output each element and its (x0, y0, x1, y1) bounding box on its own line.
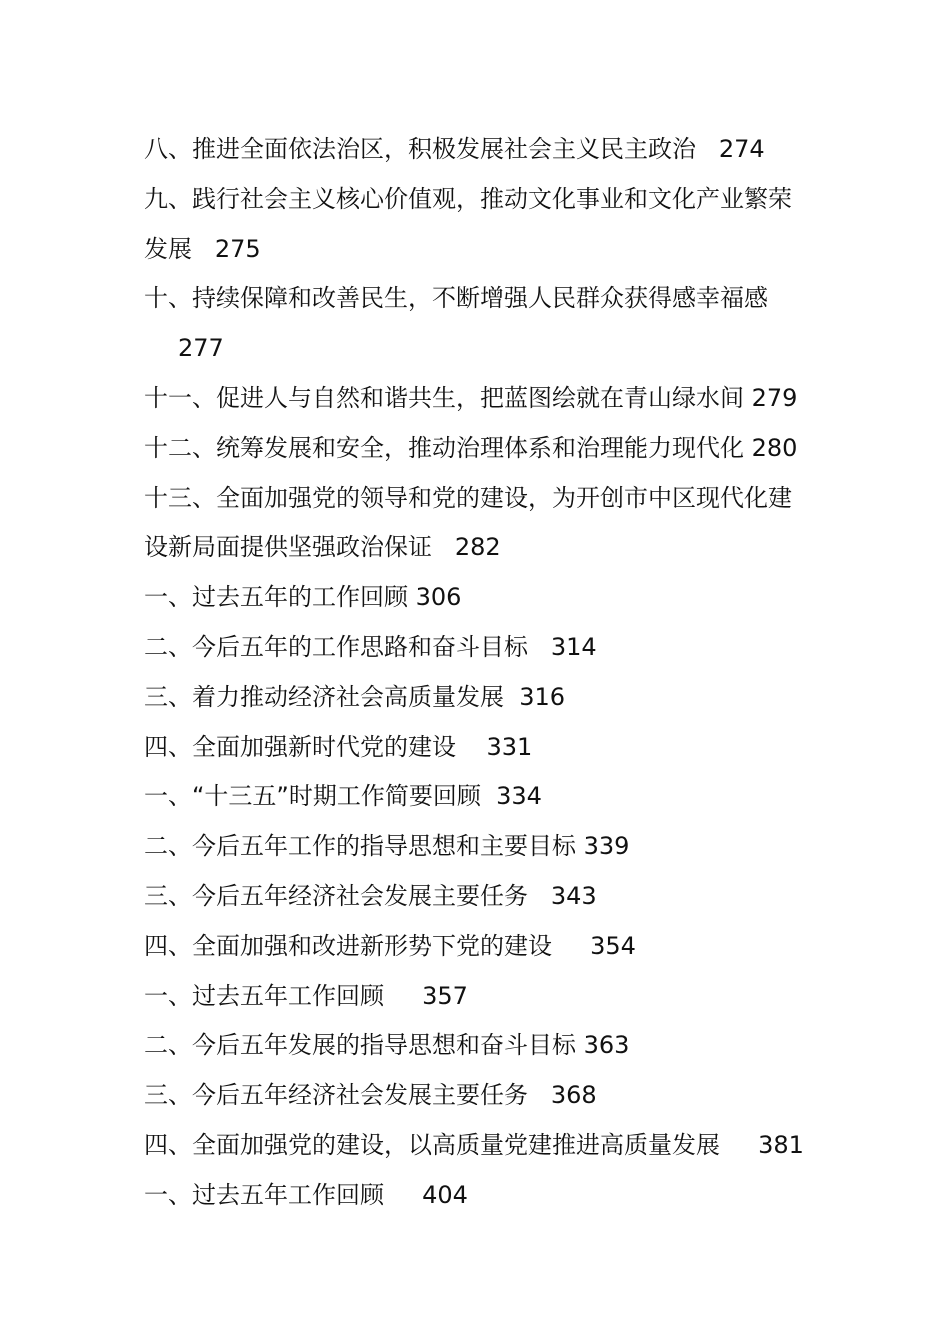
toc-line: 二、今后五年的工作思路和奋斗目标 314 (144, 632, 597, 661)
toc-line: 277 (178, 334, 224, 363)
toc-line: 二、今后五年工作的指导思想和主要目标 339 (144, 832, 630, 861)
toc-line: 发展 275 (144, 234, 261, 263)
toc-line: 三、着力推动经济社会高质量发展 316 (144, 682, 566, 711)
toc-line: 一、过去五年工作回顾 357 (144, 981, 468, 1010)
toc-line: 十三、全面加强党的领导和党的建设，为开创市中区现代化建 (144, 483, 792, 512)
table-of-contents (144, 125, 824, 1221)
toc-line: 一、过去五年工作回顾 404 (144, 1180, 468, 1209)
toc-line: 四、全面加强党的建设，以高质量党建推进高质量发展 381 (144, 1130, 804, 1159)
toc-line: 一、“十三五”时期工作简要回顾 334 (144, 782, 542, 811)
toc-line: 四、全面加强新时代党的建设 331 (144, 732, 533, 761)
toc-line: 十、持续保障和改善民生，不断增强人民群众获得感幸福感 (144, 284, 768, 313)
toc-line: 三、今后五年经济社会发展主要任务 343 (144, 881, 597, 910)
toc-line: 八、推进全面依法治区，积极发展社会主义民主政治 274 (144, 135, 765, 163)
toc-line: 十一、促进人与自然和谐共生，把蓝图绘就在青山绿水间 279 (144, 383, 798, 412)
toc-line: 九、践行社会主义核心价值观，推动文化事业和文化产业繁荣 (144, 184, 792, 213)
toc-line: 二、今后五年发展的指导思想和奋斗目标 363 (144, 1031, 630, 1060)
toc-line: 十二、统筹发展和安全，推动治理体系和治理能力现代化 280 (144, 433, 798, 462)
toc-line: 四、全面加强和改进新形势下党的建设 354 (144, 931, 636, 960)
toc-line: 一、过去五年的工作回顾 306 (144, 583, 462, 612)
toc-line: 设新局面提供坚强政治保证 282 (144, 533, 501, 562)
toc-line: 三、今后五年经济社会发展主要任务 368 (144, 1081, 597, 1110)
